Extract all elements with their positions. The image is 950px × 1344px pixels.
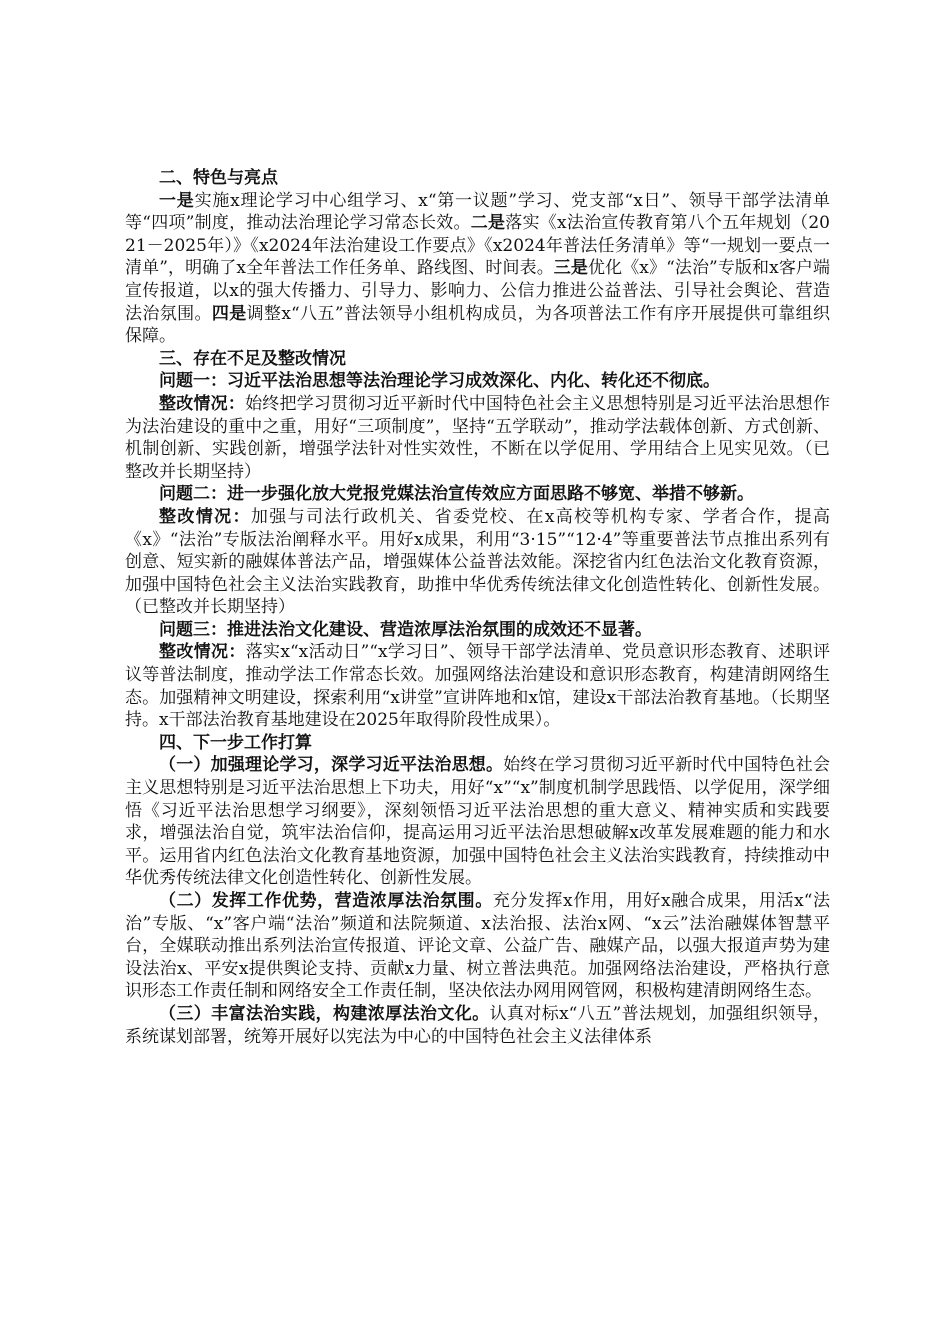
section-heading-shortcomings: 三、存在不足及整改情况 [159,348,346,369]
issue-two-title: 问题二：进一步强化放大党报党媒法治宣传效应方面思路不够宽、举措不够新。 [159,484,754,505]
issue-three-title: 问题三：推进法治文化建设、营造浓厚法治氛围的成效还不显著。 [159,619,652,640]
issue-three-rectification: 整改情况：落实x“x活动日”“x学习日”、领导干部学法清单、党员意识形态教育、述职评议等普法制度，推动学法工作常态长效。加强网络法治建设和意识形态教育，构建清朗网络生态。加强精神文明建设，探索利用“x讲堂”宣讲阵地和x馆，建设x干部法治教育基地。（长期坚持。x干部法治教育基地建设在2025年取得阶段性成果）。 [125,642,830,731]
next-step-three: （三）丰富法治实践，构建浓厚法治文化。认真对标x“八五”普法规划，加强组织领导，系统谋划部署，统筹开展好以宪法为中心的中国特色社会主义法律体系 [125,1003,830,1047]
section-heading-features: 二、特色与亮点 [159,168,278,188]
issue-two-rectification: 整改情况：加强与司法行政机关、省委党校、在x高校等机构专家、学者合作，提高《x》“法治”专版法治阐释水平。用好x成果，利用“3·15”“12·4”等重要普法节点推出系列有创意、短实新的融媒体普法产品，增强媒体公益普法效能。深挖省内红色法治文化教育资源，加强中国特色社会主义法治实践教育，助推中华优秀传统法律文化创造性转化、创新性发展。（已整改并长期坚持） [125,506,831,618]
next-step-two: （二）发挥工作优势，营造浓厚法治氛围。充分发挥x作用，用好x融合成果，用活x“法治”专版、“x”客户端“法治”频道和法院频道、x法治报、法治x网、“x云”法治融媒体智慧平台，全媒联动推出系列法治宣传报道、评论文章、公益广告、融媒产品，以强大报道声势为建设法治x、平安x提供舆论支持、贡献x力量、树立普法典范。加强网络法治建设，严格执行意识形态工作责任制和网络安全工作责任制，坚决依法办网用网管网，积极构建清朗网络生态。 [125,891,831,1002]
section-heading-next-steps: 四、下一步工作打算 [159,732,312,753]
issue-one-rectification: 整改情况：始终把学习贯彻习近平新时代中国特色社会主义思想特别是习近平法治思想作为法治建设的重中之重，用好“三项制度”，坚持“五学联动”，推动学法载体创新、方式创新、机制创新、实践创新，增强学法针对性实效性，不断在以学促用、学用结合上见实见效。（已整改并长期坚持） [125,393,831,482]
paragraph-features: 一是实施x理论学习中心组学习、x“第一议题”学习、党支部“x日”、领导干部学法清单等“四项”制度，推动法治理论学习常态长效。二是落实《x法治宣传教育第八个五年规划（2021－2025年）》《x2024年法治建设工作要点》《x2024年普法任务清单》等“一规划一要点一清单”，明确了x全年普法工作任务单、路线图、时间表。三是优化《x》“法治”专版和x客户端宣传报道，以x的强大传播力、引导力、影响力、公信力推进公益普法、引导社会舆论、营造法治氛围。四是调整x“八五”普法领导小组机构成员，为各项普法工作有序开展提供可靠组织保障。 [125,190,831,347]
document-body [125,167,830,1048]
issue-one-title: 问题一：习近平法治思想等法治理论学习成效深化、内化、转化还不彻底。 [159,371,720,392]
next-step-one: （一）加强理论学习，深学习近平法治思想。始终在学习贯彻习近平新时代中国特色社会主义思想特别是习近平法治思想上下功夫，用好“x”“x”制度机制学思践悟、以学促用，深学细悟《习近平法治思想学习纲要》，深刻领悟习近平法治思想的重大意义、精神实质和实践要求，增强法治自觉，筑牢法治信仰，提高运用习近平法治思想破解x改革发展难题的能力和水平。运用省内红色法治文化教育基地资源，加强中国特色社会主义法治实践教育，持续推动中华优秀传统法律文化创造性转化、创新性发展。 [125,755,831,889]
